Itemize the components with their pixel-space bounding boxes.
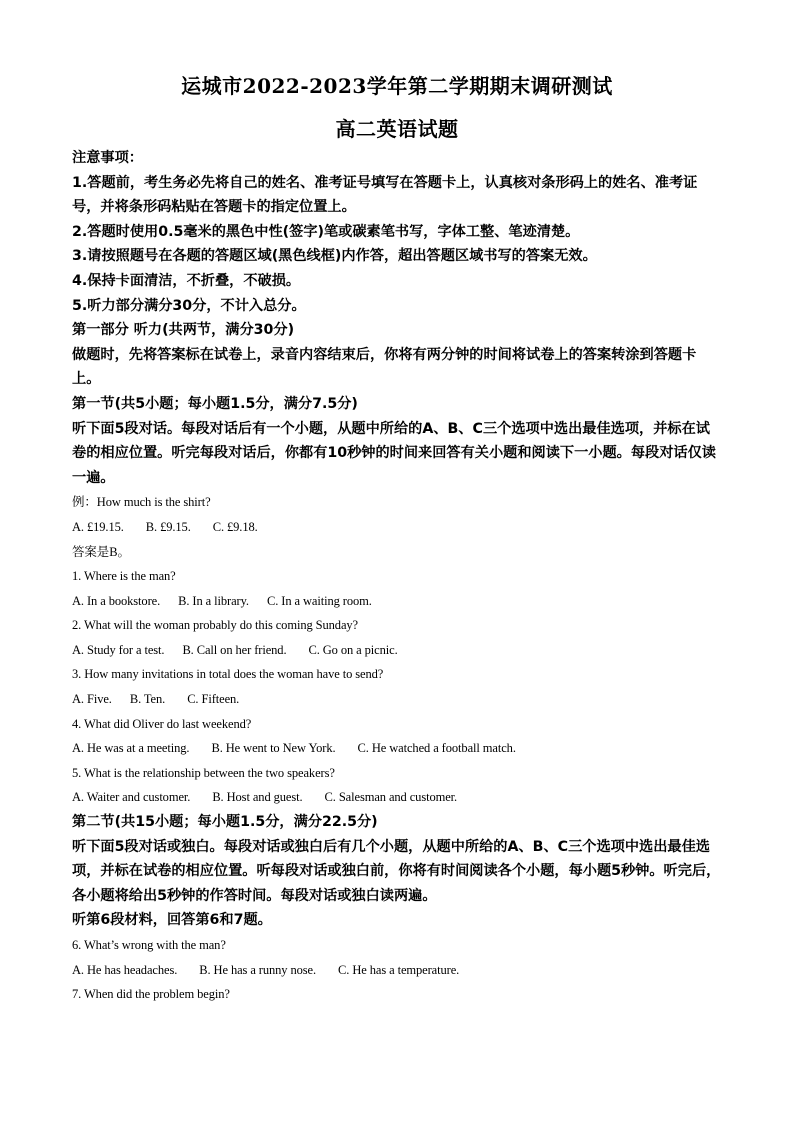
question-1-options xyxy=(72,589,724,614)
option-b: B. Ten. xyxy=(129,692,166,707)
option-b: B. In a library. xyxy=(178,593,249,608)
option-c: C. Go on a picnic. xyxy=(308,642,398,657)
option-a: A. Study for a test. xyxy=(72,642,165,657)
question-6-options xyxy=(72,958,724,983)
exam-subtitle: 高二英语试题 xyxy=(335,117,459,141)
note-item-4: 4.保持卡面清洁，不折叠，不破损。 xyxy=(72,272,301,289)
option-a: A. Waiter and customer. xyxy=(72,790,191,805)
section1-heading: 第一节(共5小题；每小题1.5分，满分7.5分) xyxy=(72,395,358,412)
option-c: C. £9.18. xyxy=(212,519,258,534)
question-4: 4. What did Oliver do last weekend? xyxy=(72,716,252,731)
option-a: A. He was at a meeting. xyxy=(72,741,190,756)
option-b: B. He went to New York. xyxy=(211,741,336,756)
exam-content xyxy=(72,146,724,1007)
section2-heading: 第二节(共15小题；每小题1.5分，满分22.5分) xyxy=(72,814,378,831)
example-options xyxy=(72,515,724,540)
note-item-3: 3.请按照题号在各题的答题区域(黑色线框)内作答，超出答题区域书写的答案无效。 xyxy=(72,248,597,265)
exam-title: 运城市2022-2023学年第二学期期末调研测试 xyxy=(181,74,613,98)
question-6: 6. What’s wrong with the man? xyxy=(72,938,226,952)
material-6-instruction: 听第6段材料，回答第6和7题。 xyxy=(72,912,272,929)
option-b: B. £9.15. xyxy=(145,519,191,534)
section1-intro: 听下面5段对话。每段对话后有一个小题，从题中所给的A、B、C三个选项中选出最佳选项，并标在试卷的相应位置。听完每段对话后，你都有10秒钟的时间来回答有关小题和阅读下一小题。每段对话仅读一遍。 xyxy=(72,420,716,486)
part1-heading: 第一部分 听力(共两节，满分30分) xyxy=(72,322,295,339)
option-a: A. He has headaches. xyxy=(72,962,178,977)
question-1: 1. Where is the man? xyxy=(72,569,176,584)
option-b: B. Call on her friend. xyxy=(182,642,287,657)
question-3: 3. How many invitations in total does the woman have to send? xyxy=(72,667,384,682)
option-a: A. In a bookstore. xyxy=(72,593,161,608)
part1-intro: 做题时，先将答案标在试卷上，录音内容结束后，你将有两分钟的时间将试卷上的答案转涂到答题卡上。 xyxy=(72,346,697,388)
question-4-options xyxy=(72,736,724,761)
question-5: 5. What is the relationship between the two speakers? xyxy=(72,765,335,780)
note-item-2: 2.答题时使用0.5毫米的黑色中性(签字)笔或碳素笔书写，字体工整、笔迹清楚。 xyxy=(72,223,580,240)
question-2: 2. What will the woman probably do this coming Sunday? xyxy=(72,618,358,633)
option-c: C. Fifteen. xyxy=(187,692,240,707)
question-7: 7. When did the problem begin? xyxy=(72,987,230,1002)
note-item-5: 5.听力部分满分30分，不计入总分。 xyxy=(72,297,306,314)
section2-intro: 听下面5段对话或独白。每段对话或独白后有几个小题，从题中所给的A、B、C三个选项中选出最佳选项，并标在试卷的相应位置。听每段对话或独白前，你将有时间阅读各个小题，每小题5秒钟。听完后，各小题将给出5秒钟的作答时间。每段对话或独白读两遍。 xyxy=(72,838,721,904)
note-item-1: 1.答题前，考生务必先将自己的姓名、准考证号填写在答题卡上，认真核对条形码上的姓名、准考证号，并将条形码粘贴在答题卡的指定位置上。 xyxy=(72,174,698,216)
option-b: B. Host and guest. xyxy=(212,790,303,805)
option-a: A. £19.15. xyxy=(72,519,124,534)
notes-heading: 注意事项： xyxy=(72,150,143,166)
option-c: C. He watched a football match. xyxy=(357,741,516,756)
option-a: A. Five. xyxy=(72,692,112,707)
example-answer: 答案是B。 xyxy=(72,544,130,559)
option-c: C. He has a temperature. xyxy=(338,962,460,977)
option-b: B. He has a runny nose. xyxy=(199,962,317,977)
question-2-options xyxy=(72,638,724,663)
option-c: C. In a waiting room. xyxy=(266,593,372,608)
question-5-options xyxy=(72,785,724,810)
example-question: 例：How much is the shirt? xyxy=(72,495,211,510)
option-c: C. Salesman and customer. xyxy=(324,790,458,805)
question-3-options xyxy=(72,687,724,712)
